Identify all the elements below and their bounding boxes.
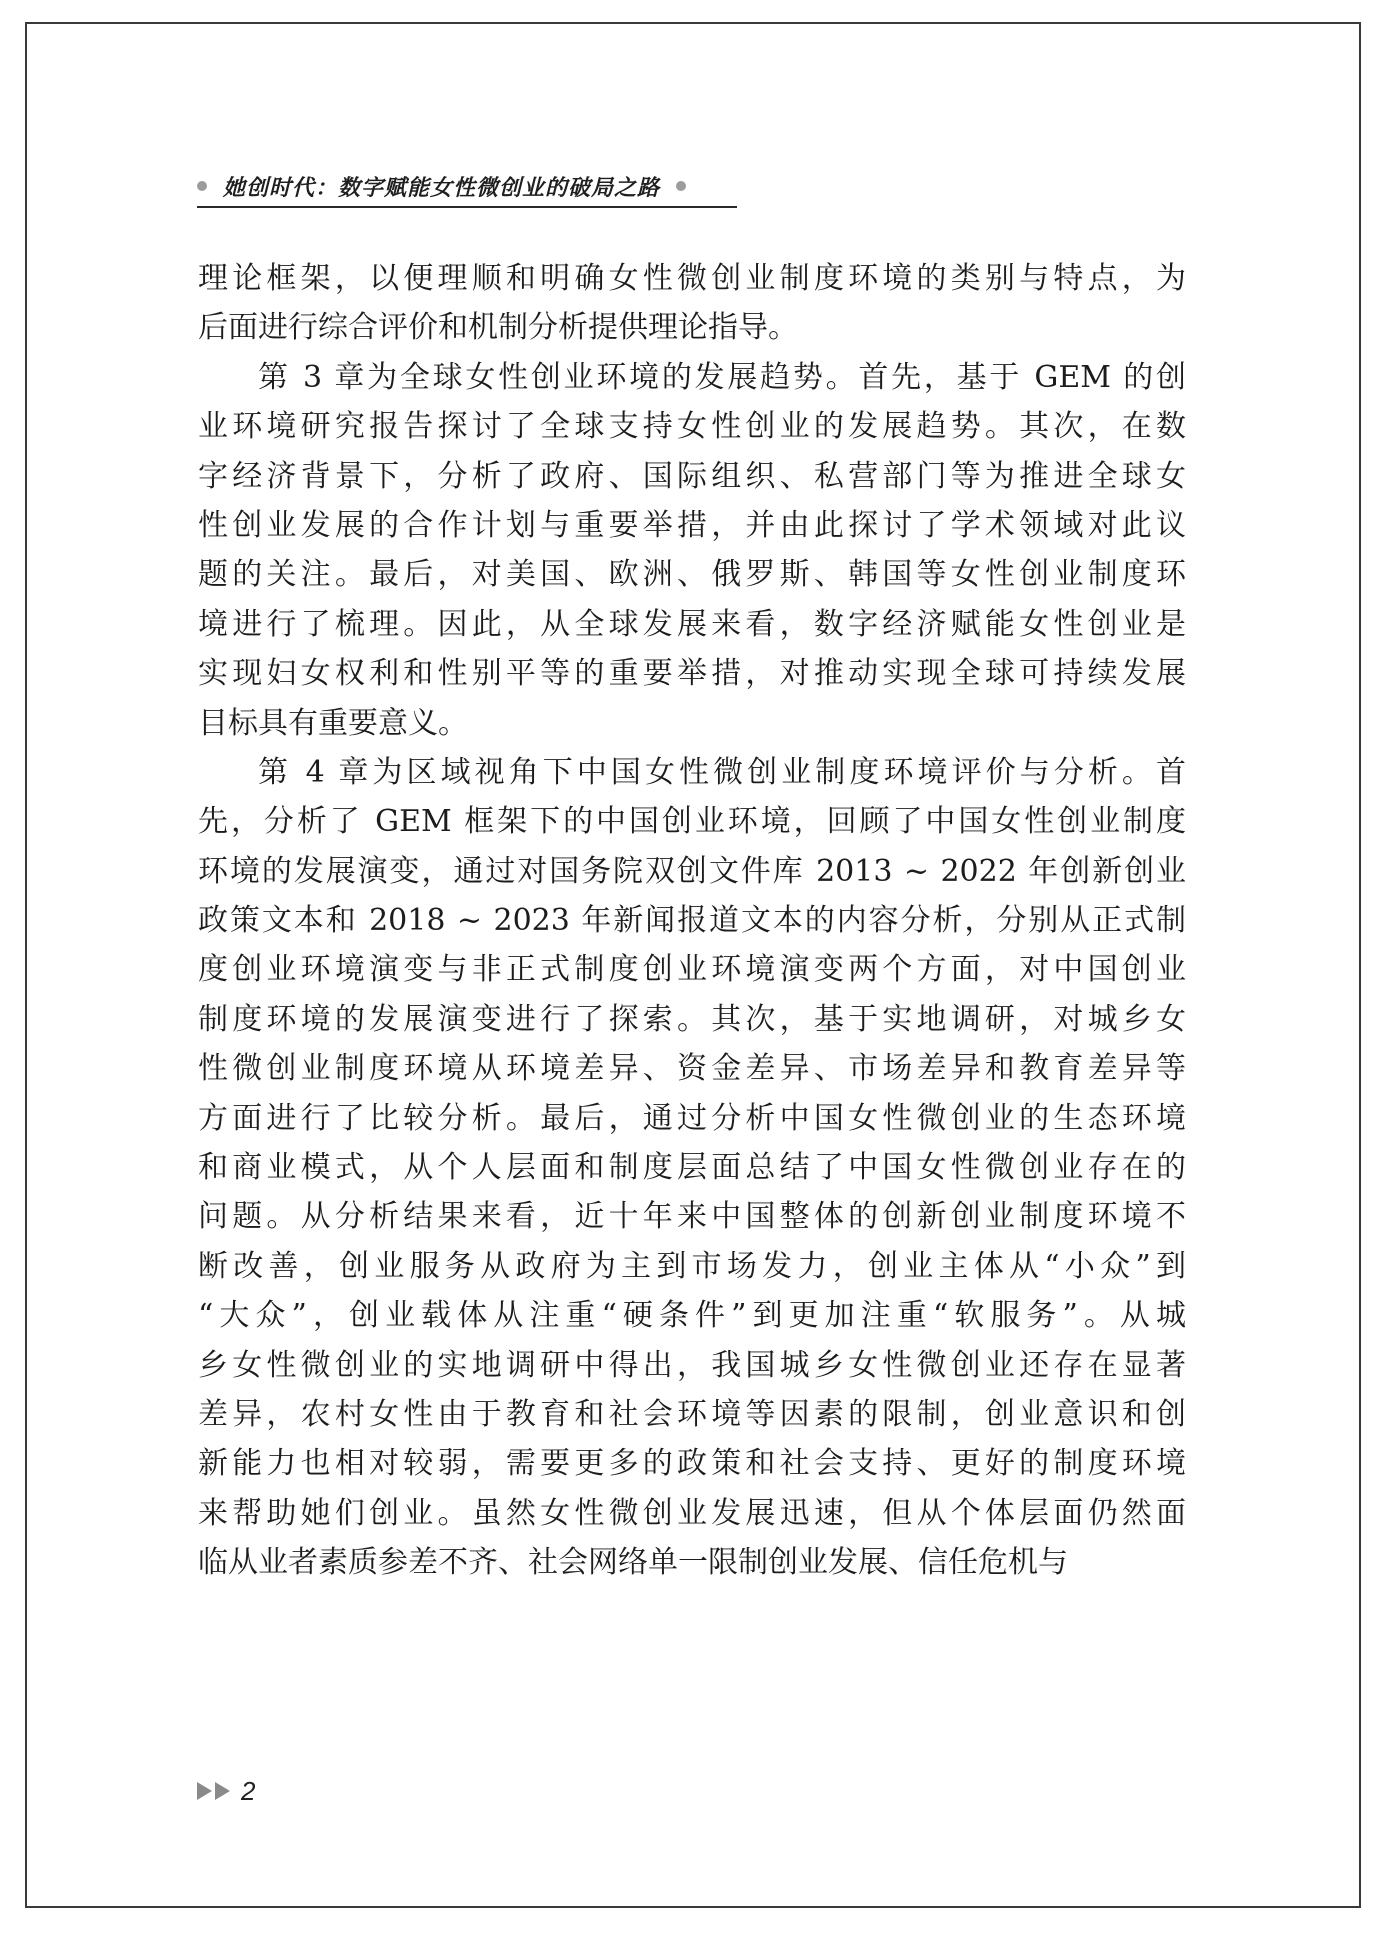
text-line: 理论框架，以便理顺和明确女性微创业制度环境的类别与特点，为 xyxy=(198,261,1186,296)
text-line: 乡女性微创业的实地调研中得出，我国城乡女性微创业还存在显著 xyxy=(198,1347,1186,1383)
text-line: 政策文本和 2018 ~ 2023 年新闻报道文本的内容分析，分别从正式制 xyxy=(198,903,1186,939)
text-line: 新能力也相对较弱，需要更多的政策和社会支持、更好的制度环境 xyxy=(198,1446,1186,1482)
text-line: 第 3 章为全球女性创业环境的发展趋势。首先，基于 GEM 的创 xyxy=(258,359,1186,395)
text-line: 性创业发展的合作计划与重要举措，并由此探讨了学术领域对此议 xyxy=(198,507,1186,543)
paragraph xyxy=(198,353,1186,748)
text-line: 实现妇女权利和性别平等的重要举措，对推动实现全球可持续发展 xyxy=(198,656,1186,692)
text-line: “大众”，创业载体从注重“硬条件”到更加注重“软服务”。从城 xyxy=(198,1298,1186,1334)
text-line: 断改善，创业服务从政府为主到市场发力，创业主体从“小众”到 xyxy=(198,1248,1186,1284)
running-header xyxy=(197,168,737,204)
text-line: 临从业者素质参差不齐、社会网络单一限制创业发展、信任危机与 xyxy=(198,1545,1068,1581)
paragraph xyxy=(198,254,1186,353)
text-line: 目标具有重要意义。 xyxy=(198,705,468,741)
text-line: 题的关注。最后，对美国、欧洲、俄罗斯、韩国等女性创业制度环 xyxy=(198,557,1186,593)
paragraph xyxy=(198,748,1186,1588)
text-line: 度创业环境演变与非正式制度创业环境演变两个方面，对中国创业 xyxy=(198,952,1186,988)
text-line: 和商业模式，从个人层面和制度层面总结了中国女性微创业存在的 xyxy=(198,1150,1186,1186)
text-line: 环境的发展演变，通过对国务院双创文件库 2013 ~ 2022 年创新创业 xyxy=(198,853,1186,889)
text-line: 业环境研究报告探讨了全球支持女性创业的发展趋势。其次，在数 xyxy=(198,409,1186,445)
header-rule xyxy=(197,206,737,208)
page-footer xyxy=(197,1773,255,1809)
double-right-arrow-icon xyxy=(197,1782,233,1800)
text-line: 境进行了梳理。因此，从全球发展来看，数字经济赋能女性创业是 xyxy=(198,606,1186,642)
header-title: 她创时代：数字赋能女性微创业的破局之路 xyxy=(223,174,661,201)
body-text xyxy=(198,254,1186,1588)
text-line: 制度环境的发展演变进行了探索。其次，基于实地调研，对城乡女 xyxy=(198,1001,1186,1037)
text-line: 先，分析了 GEM 框架下的中国创业环境，回顾了中国女性创业制度 xyxy=(198,804,1186,840)
text-line: 来帮助她们创业。虽然女性微创业发展迅速，但从个体层面仍然面 xyxy=(198,1495,1186,1531)
text-line: 性微创业制度环境从环境差异、资金差异、市场差异和教育差异等 xyxy=(198,1051,1186,1087)
text-line: 后面进行综合评价和机制分析提供理论指导。 xyxy=(198,310,798,346)
text-line: 第 4 章为区域视角下中国女性微创业制度环境评价与分析。首 xyxy=(258,754,1186,790)
page-number: 2 xyxy=(241,1775,256,1806)
text-line: 问题。从分析结果来看，近十年来中国整体的创新创业制度环境不 xyxy=(198,1199,1186,1235)
text-line: 方面进行了比较分析。最后，通过分析中国女性微创业的生态环境 xyxy=(198,1100,1186,1136)
bullet-dot-icon xyxy=(676,181,686,191)
bullet-dot-icon xyxy=(197,181,207,191)
text-line: 字经济背景下，分析了政府、国际组织、私营部门等为推进全球女 xyxy=(198,458,1186,494)
text-line: 差异，农村女性由于教育和社会环境等因素的限制，创业意识和创 xyxy=(198,1396,1186,1432)
